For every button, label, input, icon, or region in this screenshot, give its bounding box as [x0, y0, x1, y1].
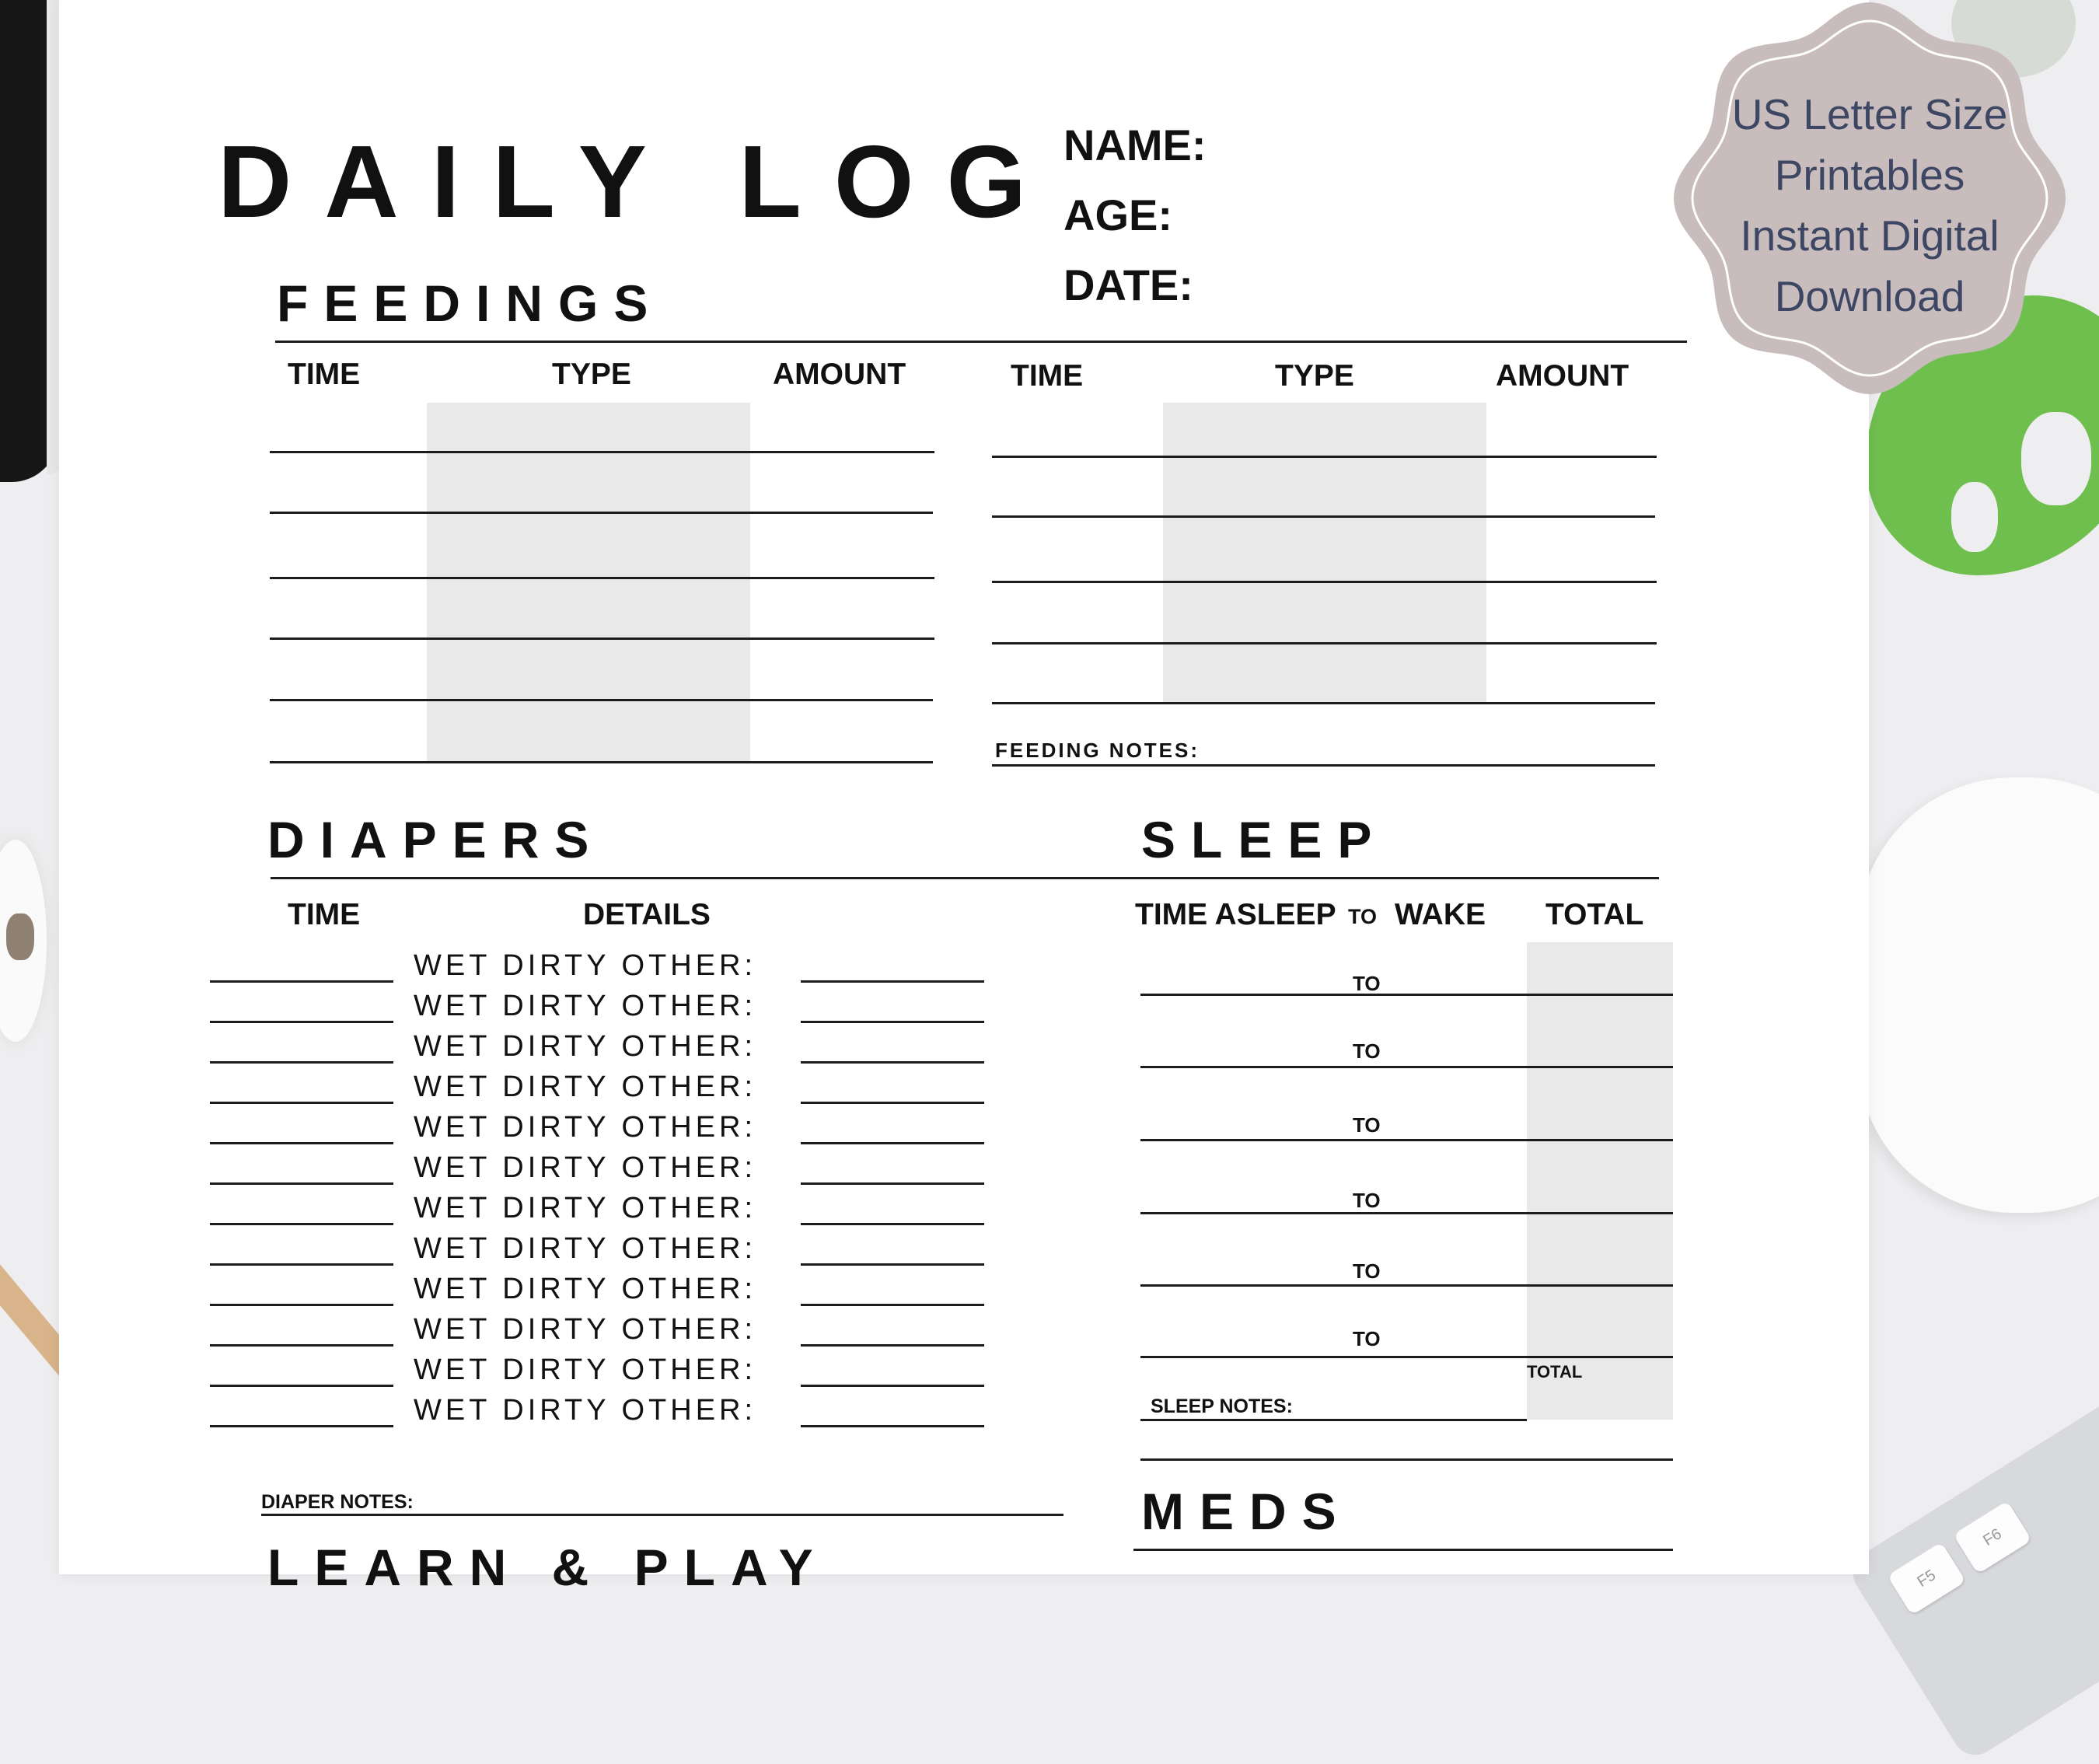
feedings-col-type-right: TYPE — [1275, 359, 1354, 393]
diaper-row-text: WET DIRTY OTHER: — [414, 1030, 757, 1063]
feedings-col-time-left: TIME — [288, 358, 361, 391]
name-label: NAME: — [1063, 121, 1207, 169]
diapers-col-details: DETAILS — [583, 898, 711, 931]
feeding-line-right[interactable] — [992, 456, 1657, 458]
sleep-heading: SLEEP — [1141, 811, 1388, 868]
age-label: AGE: — [1063, 190, 1172, 239]
diaper-row-text: WET DIRTY OTHER: — [414, 1313, 757, 1346]
feeding-notes-label: FEEDING NOTES: — [995, 739, 1200, 762]
diapers-col-time: TIME — [288, 898, 361, 931]
sleep-col-time-asleep: TIME ASLEEP — [1135, 898, 1336, 931]
diaper-notes-label: DIAPER NOTES: — [261, 1491, 414, 1513]
diaper-row[interactable] — [210, 1106, 1003, 1146]
page-title: DAILY LOG — [218, 124, 1060, 239]
feedings-type-shade-left — [427, 403, 750, 762]
date-label: DATE: — [1063, 260, 1193, 309]
feeding-notes-line[interactable] — [992, 764, 1655, 767]
sleep-row-line[interactable] — [1140, 994, 1673, 996]
badge-line-4: Download — [1774, 272, 1965, 320]
sleep-row-line[interactable] — [1140, 1066, 1673, 1068]
feedings-col-amount-right: AMOUNT — [1496, 359, 1629, 393]
sleep-row-line[interactable] — [1140, 1356, 1673, 1358]
cotton-seed — [6, 913, 34, 960]
diapers-heading: DIAPERS — [267, 811, 605, 868]
diaper-row-text: WET DIRTY OTHER: — [414, 1232, 757, 1265]
sleep-col-total: TOTAL — [1545, 898, 1644, 931]
diaper-row[interactable] — [210, 1308, 1003, 1348]
sleep-notes-label: SLEEP NOTES: — [1151, 1395, 1293, 1417]
feedings-heading: FEEDINGS — [277, 274, 664, 332]
sleep-row-to: TO — [1353, 1113, 1381, 1137]
badge-line-1: US Letter Size — [1731, 90, 2008, 138]
sleep-notes-line-2[interactable] — [1140, 1458, 1673, 1461]
diaper-row-text: WET DIRTY OTHER: — [414, 1111, 757, 1144]
diaper-row[interactable] — [210, 1146, 1003, 1186]
sleep-row-line[interactable] — [1140, 1284, 1673, 1287]
sleep-row-to: TO — [1353, 972, 1381, 995]
sleep-row-to: TO — [1353, 1327, 1381, 1350]
sleep-row-line[interactable] — [1140, 1139, 1673, 1141]
diaper-row[interactable] — [210, 1186, 1003, 1227]
sleep-row-to: TO — [1353, 1039, 1381, 1063]
feedings-rule — [275, 341, 1687, 343]
feeding-line-left[interactable] — [270, 699, 933, 701]
badge-line-3: Instant Digital — [1740, 211, 1999, 260]
meds-rule — [1133, 1549, 1673, 1551]
diaper-row[interactable] — [210, 1388, 1003, 1429]
diaper-row[interactable] — [210, 1348, 1003, 1388]
feeding-line-right[interactable] — [992, 702, 1655, 704]
sleep-row-to: TO — [1353, 1259, 1381, 1283]
diaper-row-text: WET DIRTY OTHER: — [414, 990, 757, 1022]
diaper-row[interactable] — [210, 1227, 1003, 1267]
sleep-notes-line[interactable] — [1140, 1419, 1527, 1421]
diaper-row-text: WET DIRTY OTHER: — [414, 949, 757, 982]
diaper-row[interactable] — [210, 1025, 1003, 1065]
feedings-col-amount-left: AMOUNT — [773, 358, 906, 391]
diaper-notes-line[interactable] — [261, 1514, 1063, 1516]
feeding-line-left[interactable] — [270, 637, 934, 640]
key-f5: F5 — [1888, 1542, 1966, 1615]
diaper-row[interactable] — [210, 1065, 1003, 1106]
diaper-row-text: WET DIRTY OTHER: — [414, 1192, 757, 1224]
learn-play-heading: LEARN & PLAY — [267, 1539, 829, 1596]
sleep-total-shade — [1527, 942, 1673, 1420]
key-f6: F6 — [1953, 1500, 2031, 1574]
diaper-row[interactable] — [210, 984, 1003, 1025]
feedings-type-shade-right — [1163, 403, 1486, 702]
diaper-row-text: WET DIRTY OTHER: — [414, 1071, 757, 1103]
feeding-line-right[interactable] — [992, 515, 1655, 518]
feedings-col-time-right: TIME — [1011, 359, 1084, 393]
keyboard — [1844, 1393, 2099, 1764]
sleep-col-wake: WAKE — [1395, 898, 1486, 931]
diaper-row-text: WET DIRTY OTHER: — [414, 1394, 757, 1427]
diaper-row-text: WET DIRTY OTHER: — [414, 1354, 757, 1386]
badge-line-2: Printables — [1774, 151, 1965, 199]
diaper-row-text: WET DIRTY OTHER: — [414, 1273, 757, 1305]
diaper-row[interactable] — [210, 1267, 1003, 1308]
feedings-col-type-left: TYPE — [552, 358, 631, 391]
feeding-line-left[interactable] — [270, 761, 933, 763]
feeding-line-left[interactable] — [270, 577, 934, 579]
diapers-sleep-rule — [271, 877, 1659, 879]
meds-heading: MEDS — [1141, 1483, 1352, 1540]
feeding-line-left[interactable] — [270, 512, 933, 514]
sleep-row-to: TO — [1353, 1189, 1381, 1212]
feeding-line-right[interactable] — [992, 642, 1657, 644]
promo-badge-text — [1671, 84, 2068, 327]
sleep-col-to: TO — [1348, 905, 1378, 928]
feeding-line-left[interactable] — [270, 451, 934, 453]
sleep-total-label: TOTAL — [1527, 1362, 1583, 1382]
feeding-line-right[interactable] — [992, 581, 1657, 583]
sleep-row-line[interactable] — [1140, 1212, 1673, 1214]
diaper-row[interactable] — [210, 944, 1003, 984]
diaper-row-text: WET DIRTY OTHER: — [414, 1151, 757, 1184]
computer-mouse — [1858, 777, 2099, 1213]
